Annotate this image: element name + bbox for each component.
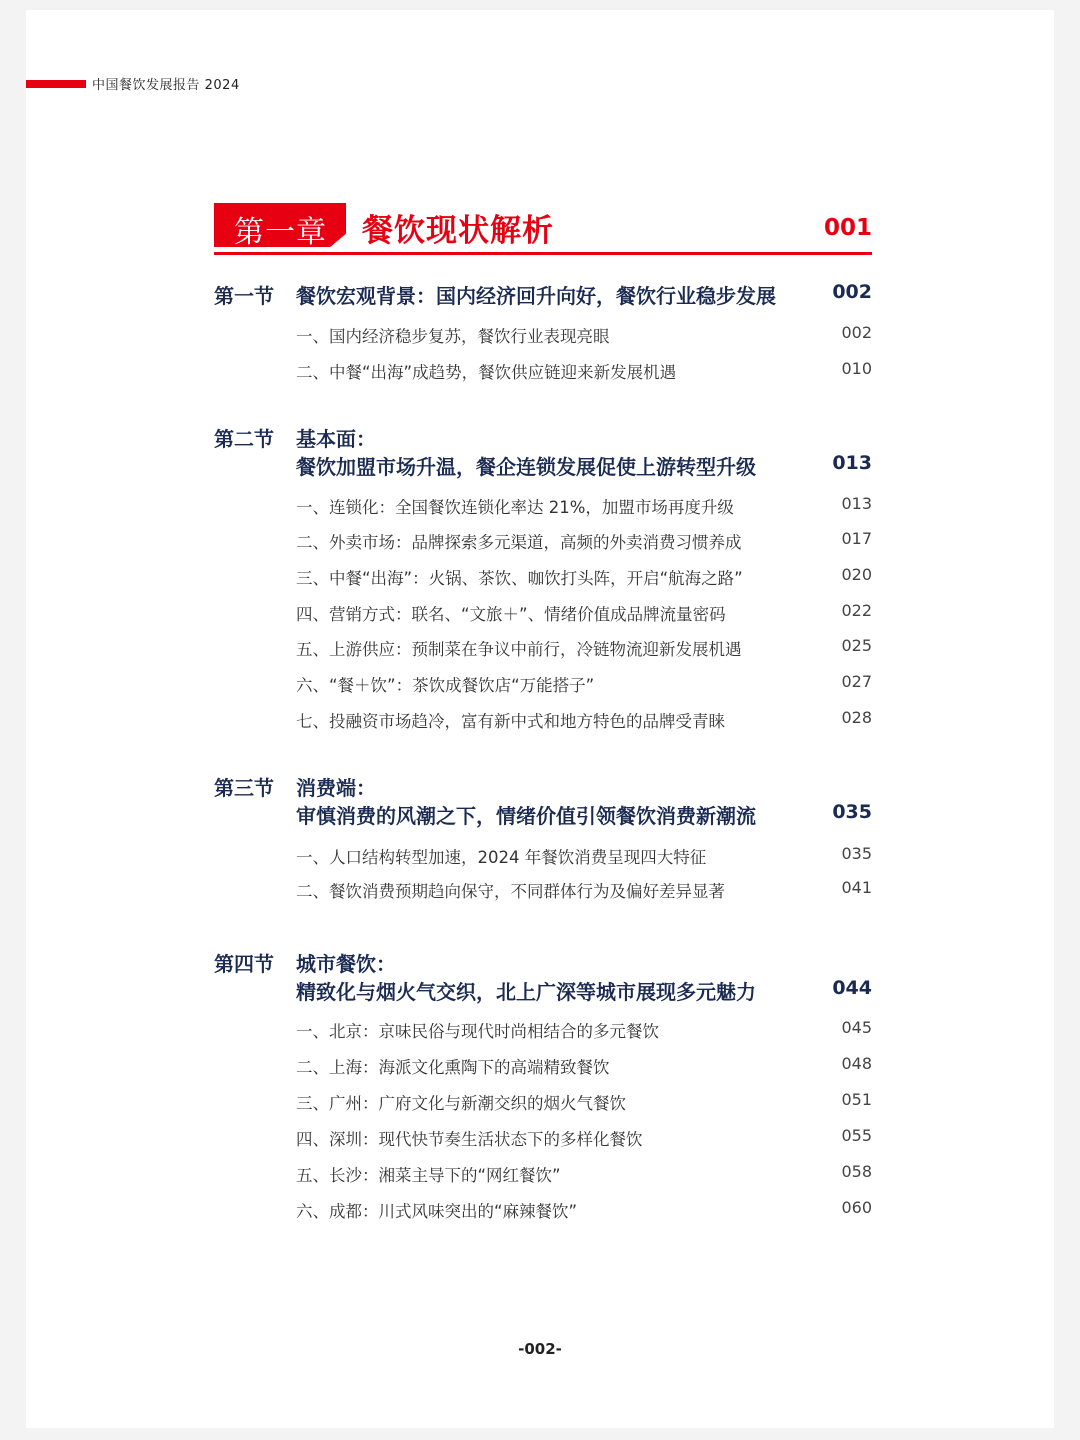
toc-item: 一、人口结构转型加速，2024 年餐饮消费呈现四大特征 xyxy=(296,848,707,867)
section-label: 第四节 xyxy=(214,952,274,976)
toc-item: 五、长沙：湘菜主导下的“网红餐饮” xyxy=(296,1166,561,1185)
section-title: 基本面： xyxy=(296,427,376,451)
toc-item-page: 028 xyxy=(841,708,872,727)
toc-item-page: 013 xyxy=(841,494,872,513)
toc-item-page: 041 xyxy=(841,878,872,897)
section-title: 餐饮加盟市场升温，餐企连锁发展促使上游转型升级 xyxy=(296,455,756,479)
section-title: 审慎消费的风潮之下，情绪价值引领餐饮消费新潮流 xyxy=(296,804,756,828)
toc-item: 一、国内经济稳步复苏，餐饮行业表现亮眼 xyxy=(296,327,610,346)
toc-item-page: 035 xyxy=(841,844,872,863)
toc-item: 五、上游供应：预制菜在争议中前行，冷链物流迎新发展机遇 xyxy=(296,640,742,659)
toc-item: 四、营销方式：联名、“文旅＋”、情绪价值成品牌流量密码 xyxy=(296,605,726,624)
section-title: 城市餐饮： xyxy=(296,952,396,976)
chapter-label: 第一章 xyxy=(234,215,327,250)
toc-item-page: 048 xyxy=(841,1054,872,1073)
page-number: -002- xyxy=(518,1340,562,1358)
toc-item-page: 025 xyxy=(841,636,872,655)
toc-item-page: 060 xyxy=(841,1198,872,1217)
toc-item: 二、外卖市场：品牌探索多元渠道，高频的外卖消费习惯养成 xyxy=(296,533,742,552)
toc-item-page: 017 xyxy=(841,529,872,548)
toc-item: 六、“餐＋饮”：茶饮成餐饮店“万能搭子” xyxy=(296,676,595,695)
toc-item: 一、连锁化：全国餐饮连锁化率达 21%，加盟市场再度升级 xyxy=(296,498,734,517)
chapter-underline xyxy=(214,252,872,255)
section-page-number: 013 xyxy=(832,452,872,474)
section-label: 第三节 xyxy=(214,776,274,800)
document-page xyxy=(26,10,1054,1428)
toc-item: 七、投融资市场趋冷，富有新中式和地方特色的品牌受青睐 xyxy=(296,712,725,731)
toc-item-page: 055 xyxy=(841,1126,872,1145)
chapter-title: 餐饮现状解析 xyxy=(362,213,554,249)
toc-item: 六、成都：川式风味突出的“麻辣餐饮” xyxy=(296,1202,578,1221)
section-title: 消费端： xyxy=(296,776,376,800)
toc-item-page: 058 xyxy=(841,1162,872,1181)
toc-item-page: 051 xyxy=(841,1090,872,1109)
toc-item-page: 045 xyxy=(841,1018,872,1037)
toc-item: 一、北京：京味民俗与现代时尚相结合的多元餐饮 xyxy=(296,1022,659,1041)
report-title: 中国餐饮发展报告 2024 xyxy=(92,78,240,93)
section-page-number: 044 xyxy=(832,977,872,999)
section-page-number: 002 xyxy=(832,281,872,303)
toc-item-page: 010 xyxy=(841,359,872,378)
toc-item: 三、广州：广府文化与新潮交织的烟火气餐饮 xyxy=(296,1094,626,1113)
chapter-page-number: 001 xyxy=(823,215,872,241)
section-title: 餐饮宏观背景：国内经济回升向好，餐饮行业稳步发展 xyxy=(296,284,776,308)
toc-item: 二、中餐“出海”成趋势，餐饮供应链迎来新发展机遇 xyxy=(296,363,677,382)
section-title: 精致化与烟火气交织，北上广深等城市展现多元魅力 xyxy=(296,980,756,1004)
header-accent-bar xyxy=(26,80,86,88)
section-label: 第二节 xyxy=(214,427,274,451)
toc-item-page: 027 xyxy=(841,672,872,691)
toc-item-page: 020 xyxy=(841,565,872,584)
toc-item: 二、餐饮消费预期趋向保守，不同群体行为及偏好差异显著 xyxy=(296,882,725,901)
toc-item: 三、中餐“出海”：火锅、茶饮、咖饮打头阵，开启“航海之路” xyxy=(296,569,743,588)
section-page-number: 035 xyxy=(832,801,872,823)
toc-item: 四、深圳：现代快节奏生活状态下的多样化餐饮 xyxy=(296,1130,643,1149)
toc-item-page: 022 xyxy=(841,601,872,620)
section-label: 第一节 xyxy=(214,284,274,308)
toc-item: 二、上海：海派文化熏陶下的高端精致餐饮 xyxy=(296,1058,610,1077)
toc-item-page: 002 xyxy=(841,323,872,342)
chapter-heading xyxy=(214,203,872,259)
